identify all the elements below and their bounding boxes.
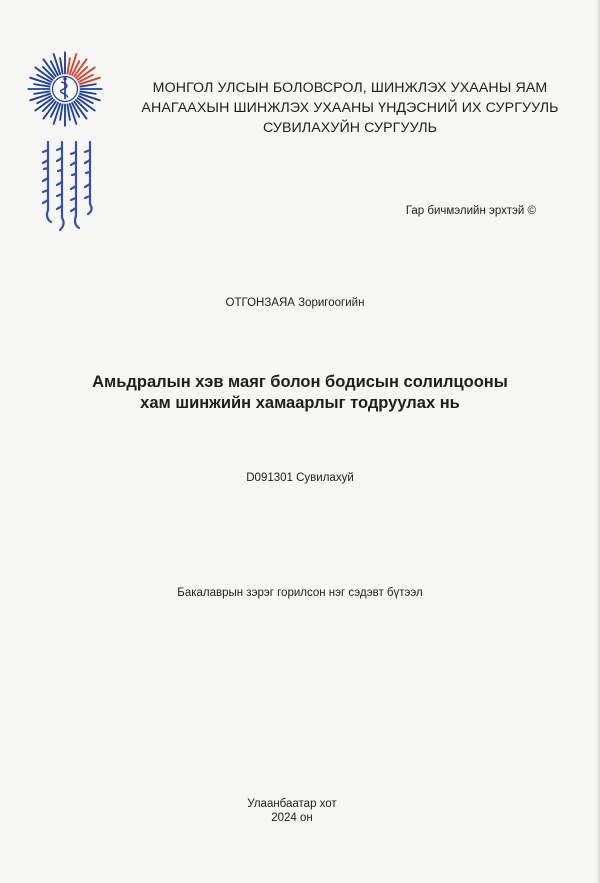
thesis-title-line-1: Амьдралын хэв маяг болон бодисын солилцооны	[92, 373, 508, 391]
degree-description: Бакалаврын зэрэг горилсон нэг сэдэвт бүтээл	[177, 587, 423, 599]
city: Улаанбаатар хот	[247, 798, 337, 810]
thesis-title	[0, 372, 600, 414]
institution-header	[130, 78, 570, 138]
year: 2024 он	[271, 812, 313, 824]
emblem-ray	[34, 91, 49, 93]
thesis-title-line-2: хам шинжийн хамаарлыг тодруулах нь	[140, 394, 460, 412]
emblem-ray	[67, 104, 69, 119]
author-name-row	[0, 297, 600, 309]
emblem-ray	[60, 104, 62, 119]
specialty-code: D091301 Сувилахуй	[246, 472, 354, 484]
scan-edge-shadow	[596, 0, 600, 883]
place-and-year	[0, 797, 600, 825]
emblem-ray	[80, 91, 95, 93]
mongolian-script-name	[40, 138, 100, 238]
emblem-ray	[34, 84, 49, 86]
university-emblem-icon	[26, 50, 104, 128]
emblem-ray	[60, 58, 62, 73]
copyright-notice: Гар бичмэлийн эрхтэй ©	[405, 205, 536, 217]
school-name: СУВИЛАХУЙН СУРГУУЛЬ	[262, 120, 438, 136]
ministry-name: МОНГОЛ УЛСЫН БОЛОВСРОЛ, ШИНЖЛЭХ УХААНЫ ЯАМ	[152, 80, 548, 96]
university-name: АНАГААХЫН ШИНЖЛЭХ УХААНЫ ҮНДЭСНИЙ ИХ СУРГУУЛЬ	[141, 100, 559, 116]
emblem-ray	[67, 58, 69, 73]
emblem-ray	[80, 84, 95, 86]
author-name: ОТГОНЗАЯА Зоригоогийн	[225, 297, 365, 309]
